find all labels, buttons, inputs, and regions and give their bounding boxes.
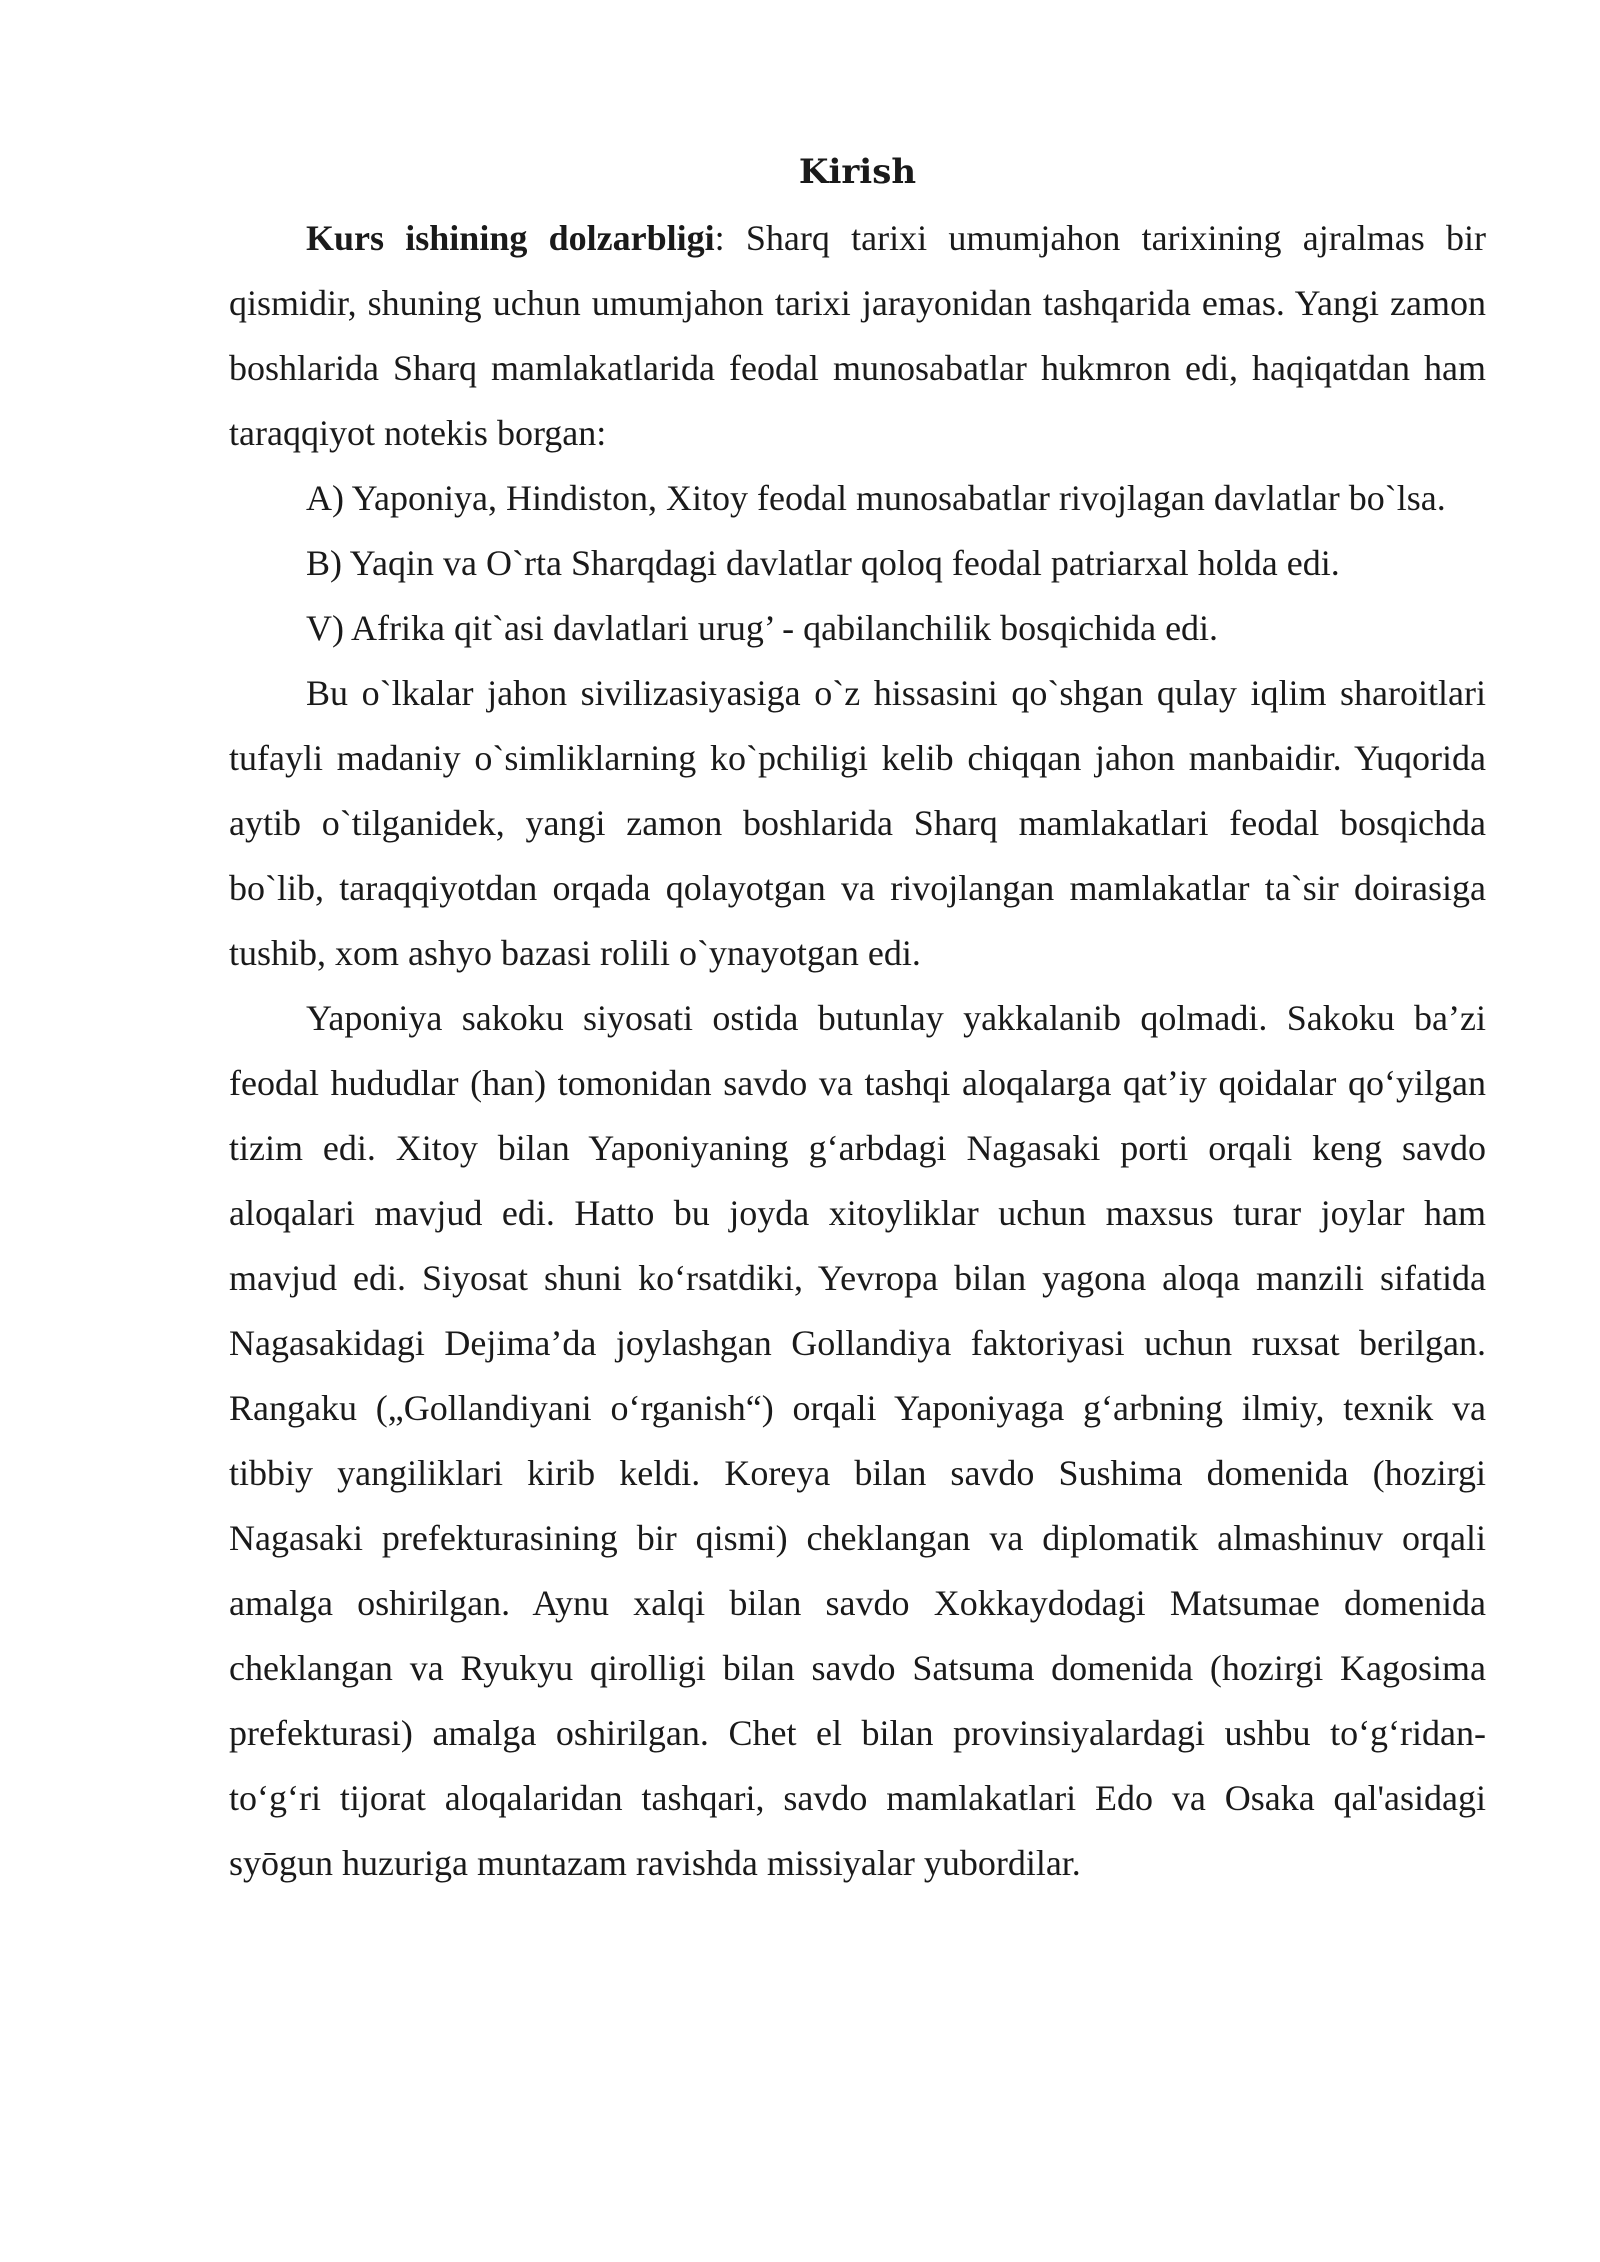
list-item-v: V) Afrika qit`asi davlatlari urug’ - qabilanchilik bosqichida edi. xyxy=(306,608,1219,648)
document-body xyxy=(229,148,1486,1896)
list-item-a: A) Yaponiya, Hindiston, Xitoy feodal munosabatlar rivojlagan davlatlar bo`lsa. xyxy=(306,478,1446,518)
body-paragraph: Bu o`lkalar jahon sivilizasiyasiga o`z hissasini qo`shgan qulay iqlim sharoitlari tufayli madaniy o`simliklarning ko`pchiligi kelib chiqqan jahon manbaidir. Yuqorida aytib o`tilganidek, yangi zamon boshlarida Sharq mamlakatlari feodal bosqichda bo`lib, taraqqiyotdan orqada qolayotgan va rivojlangan mamlakatlar ta`sir doirasiga tushib, xom ashyo bazasi rolili o`ynayotgan edi. xyxy=(229,673,1486,973)
list-item-b: B) Yaqin va O`rta Sharqdagi davlatlar qoloq feodal patriarxal holda edi. xyxy=(306,543,1340,583)
page-title: Kirish xyxy=(798,152,917,192)
intro-text: : Sharq tarixi umumjahon tarixining ajralmas bir qismidir, shuning uchun umumjahon tarixi jarayonidan tashqarida emas. Yangi zamon boshlarida Sharq mamlakatlarida feodal munosabatlar hukmron edi, haqiqatdan ham taraqqiyot notekis borgan: xyxy=(229,218,1486,453)
intro-paragraph xyxy=(229,206,1486,466)
intro-lead: Kurs ishining dolzarbligi xyxy=(306,218,715,258)
body-paragraph: Yaponiya sakoku siyosati ostida butunlay yakkalanib qolmadi. Sakoku ba’zi feodal hududlar (han) tomonidan savdo va tashqi aloqalarga qat’iy qoidalar qo‘yilgan tizim edi. Xitoy bilan Yaponiyaning g‘arbdagi Nagasaki porti orqali keng savdo aloqalari mavjud edi. Hatto bu joyda xitoyliklar uchun maxsus turar joylar ham mavjud edi. Siyosat shuni ko‘rsatdiki, Yevropa bilan yagona aloqa manzili sifatida Nagasakidagi Dejima’da joylashgan Gollandiya faktoriyasi uchun ruxsat berilgan. Rangaku („Gollandiyani o‘rganish“) orqali Yaponiyaga g‘arbning ilmiy, texnik va tibbiy yangiliklari kirib keldi. Koreya bilan savdo Sushima domenida (hozirgi Nagasaki prefekturasining bir qismi) cheklangan va diplomatik almashinuv orqali amalga oshirilgan. Aynu xalqi bilan savdo Xokkaydodagi Matsumae domenida cheklangan va Ryukyu qirolligi bilan savdo Satsuma domenida (hozirgi Kagosima prefekturasi) amalga oshirilgan. Chet el bilan provinsiyalardagi ushbu to‘g‘ridan-to‘g‘ri tijorat aloqalaridan tashqari, savdo mamlakatlari Edo va Osaka qal'asidagi syōgun huzuriga muntazam ravishda missiyalar yubordilar. xyxy=(229,998,1486,1883)
